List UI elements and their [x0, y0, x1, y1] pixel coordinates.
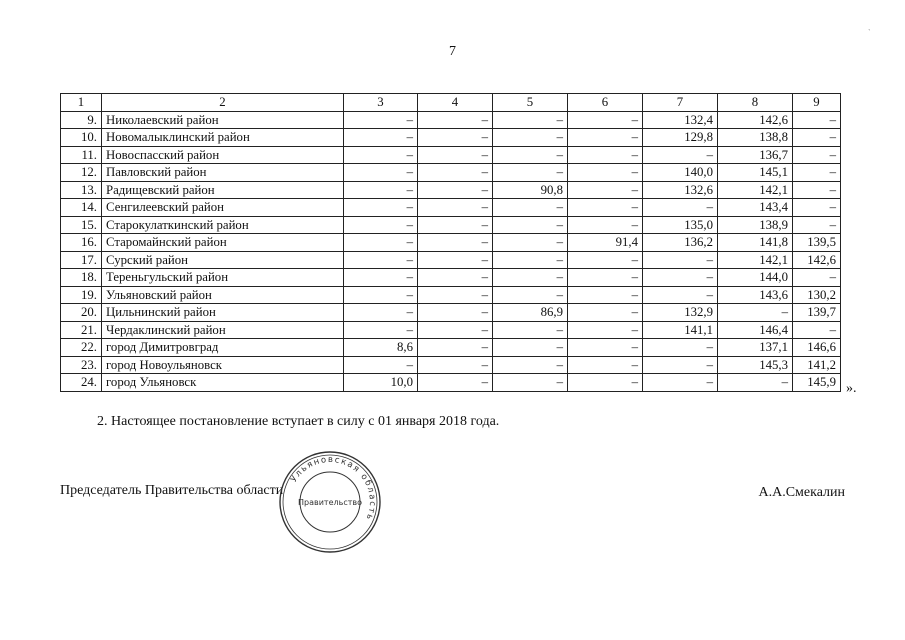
table-row	[61, 164, 841, 182]
table-cell: –	[344, 181, 418, 199]
table-cell: –	[793, 129, 841, 147]
row-number: 24.	[61, 374, 102, 392]
table-cell: –	[793, 269, 841, 287]
row-number: 10.	[61, 129, 102, 147]
table-row	[61, 374, 841, 392]
column-header: 2	[102, 94, 344, 112]
official-seal	[278, 450, 382, 554]
table-cell: 143,6	[718, 286, 793, 304]
table-cell: –	[418, 164, 493, 182]
table-cell: –	[418, 286, 493, 304]
table-cell: 90,8	[493, 181, 568, 199]
table-cell: –	[418, 304, 493, 322]
table-cell: 141,8	[718, 234, 793, 252]
table-cell: –	[568, 146, 643, 164]
table-cell: –	[493, 164, 568, 182]
table-cell: 132,9	[643, 304, 718, 322]
table-cell: 136,2	[643, 234, 718, 252]
table-cell: –	[344, 251, 418, 269]
row-number: 18.	[61, 269, 102, 287]
table-cell: –	[568, 111, 643, 129]
table-row	[61, 129, 841, 147]
district-name: Чердаклинский район	[102, 321, 344, 339]
table-cell: –	[344, 146, 418, 164]
table-cell: 138,9	[718, 216, 793, 234]
row-number: 14.	[61, 199, 102, 217]
signatory-name: А.А.Смекалин	[758, 485, 845, 500]
district-name: Новоспасский район	[102, 146, 344, 164]
table-cell: 145,9	[793, 374, 841, 392]
table-cell: –	[418, 339, 493, 357]
table-cell: –	[568, 339, 643, 357]
district-name: Павловский район	[102, 164, 344, 182]
table-row	[61, 199, 841, 217]
row-number: 21.	[61, 321, 102, 339]
table-cell: –	[568, 269, 643, 287]
table-cell: –	[643, 146, 718, 164]
data-table-container	[60, 93, 840, 392]
table-cell: –	[493, 129, 568, 147]
table-cell: –	[344, 216, 418, 234]
column-header: 3	[344, 94, 418, 112]
table-row	[61, 251, 841, 269]
table-cell: 137,1	[718, 339, 793, 357]
column-header: 8	[718, 94, 793, 112]
closing-quote: ».	[846, 381, 857, 396]
page-number: 7	[449, 44, 456, 59]
corner-mark: ˋ	[868, 28, 871, 37]
table-cell: 129,8	[643, 129, 718, 147]
table-cell: –	[418, 111, 493, 129]
table-cell: –	[568, 164, 643, 182]
table-cell: 132,4	[643, 111, 718, 129]
table-cell: –	[643, 199, 718, 217]
table-cell: –	[418, 321, 493, 339]
table-cell: –	[344, 304, 418, 322]
row-number: 17.	[61, 251, 102, 269]
table-cell: –	[344, 321, 418, 339]
table-cell: 132,6	[643, 181, 718, 199]
row-number: 13.	[61, 181, 102, 199]
row-number: 11.	[61, 146, 102, 164]
table-header-row	[61, 94, 841, 112]
district-name: Старомайнский район	[102, 234, 344, 252]
svg-text:Правительство: Правительство	[298, 498, 362, 507]
table-cell: –	[568, 199, 643, 217]
table-cell: 145,3	[718, 356, 793, 374]
table-cell: –	[793, 199, 841, 217]
table-row	[61, 321, 841, 339]
table-cell: –	[418, 269, 493, 287]
table-cell: 142,6	[793, 251, 841, 269]
table-cell: –	[344, 286, 418, 304]
district-name: Ульяновский район	[102, 286, 344, 304]
row-number: 9.	[61, 111, 102, 129]
row-number: 12.	[61, 164, 102, 182]
table-cell: –	[493, 286, 568, 304]
table-cell: 146,6	[793, 339, 841, 357]
table-cell: 142,6	[718, 111, 793, 129]
table-cell: –	[493, 356, 568, 374]
table-cell: –	[643, 356, 718, 374]
district-name: город Ульяновск	[102, 374, 344, 392]
table-cell: –	[418, 374, 493, 392]
table-cell: 144,0	[718, 269, 793, 287]
district-name: Новомалыклинский район	[102, 129, 344, 147]
table-cell: –	[418, 129, 493, 147]
table-cell: –	[344, 164, 418, 182]
table-cell: 146,4	[718, 321, 793, 339]
table-cell: –	[344, 356, 418, 374]
table-cell: 10,0	[344, 374, 418, 392]
district-name: Николаевский район	[102, 111, 344, 129]
signatory-title: Председатель Правительства области	[60, 483, 284, 498]
table-cell: –	[718, 304, 793, 322]
table-cell: –	[493, 146, 568, 164]
effective-date-paragraph: 2. Настоящее постановление вступает в силу с 01 января 2018 года.	[97, 414, 500, 429]
table-row	[61, 339, 841, 357]
column-header: 1	[61, 94, 102, 112]
table-cell: 140,0	[643, 164, 718, 182]
table-cell: –	[493, 199, 568, 217]
table-row	[61, 304, 841, 322]
table-cell: –	[793, 146, 841, 164]
table-cell: –	[493, 269, 568, 287]
table-cell: –	[493, 251, 568, 269]
district-name: город Димитровград	[102, 339, 344, 357]
table-cell: 141,2	[793, 356, 841, 374]
table-cell: –	[718, 374, 793, 392]
table-row	[61, 234, 841, 252]
table-cell: 138,8	[718, 129, 793, 147]
table-cell: 139,5	[793, 234, 841, 252]
table-cell: 136,7	[718, 146, 793, 164]
row-number: 16.	[61, 234, 102, 252]
table-cell: 142,1	[718, 181, 793, 199]
table-cell: –	[643, 374, 718, 392]
table-cell: –	[568, 286, 643, 304]
table-cell: –	[793, 181, 841, 199]
district-name: Сурский район	[102, 251, 344, 269]
table-cell: 139,7	[793, 304, 841, 322]
table-cell: –	[568, 251, 643, 269]
table-cell: –	[568, 374, 643, 392]
table-cell: 8,6	[344, 339, 418, 357]
table-cell: –	[344, 234, 418, 252]
column-header: 5	[493, 94, 568, 112]
row-number: 22.	[61, 339, 102, 357]
table-cell: –	[643, 251, 718, 269]
table-cell: 130,2	[793, 286, 841, 304]
table-cell: 141,1	[643, 321, 718, 339]
table-cell: –	[568, 356, 643, 374]
district-name: Радищевский район	[102, 181, 344, 199]
district-name: город Новоульяновск	[102, 356, 344, 374]
table-row	[61, 111, 841, 129]
table-row	[61, 146, 841, 164]
table-cell: 91,4	[568, 234, 643, 252]
table-cell: 86,9	[493, 304, 568, 322]
table-row	[61, 356, 841, 374]
row-number: 15.	[61, 216, 102, 234]
table-cell: –	[344, 129, 418, 147]
table-cell: –	[493, 321, 568, 339]
table-cell: –	[643, 286, 718, 304]
row-number: 23.	[61, 356, 102, 374]
table-cell: –	[793, 164, 841, 182]
table-cell: –	[568, 216, 643, 234]
row-number: 20.	[61, 304, 102, 322]
table-cell: –	[493, 339, 568, 357]
table-cell: –	[643, 269, 718, 287]
table-cell: –	[793, 111, 841, 129]
table-cell: –	[344, 111, 418, 129]
table-cell: –	[568, 129, 643, 147]
column-header: 7	[643, 94, 718, 112]
table-cell: –	[493, 216, 568, 234]
table-cell: –	[418, 216, 493, 234]
table-cell: –	[344, 269, 418, 287]
table-row	[61, 269, 841, 287]
svg-text:Ульяновская область: Ульяновская область	[288, 454, 378, 523]
table-row	[61, 286, 841, 304]
table-row	[61, 216, 841, 234]
table-cell: –	[418, 199, 493, 217]
table-cell: –	[418, 234, 493, 252]
table-cell: 143,4	[718, 199, 793, 217]
data-table	[60, 93, 841, 392]
table-cell: –	[793, 216, 841, 234]
table-cell: –	[418, 181, 493, 199]
district-name: Сенгилеевский район	[102, 199, 344, 217]
table-cell: –	[568, 321, 643, 339]
table-cell: 135,0	[643, 216, 718, 234]
table-cell: –	[493, 234, 568, 252]
table-cell: –	[418, 251, 493, 269]
table-cell: –	[793, 321, 841, 339]
table-cell: 142,1	[718, 251, 793, 269]
table-row	[61, 181, 841, 199]
row-number: 19.	[61, 286, 102, 304]
table-cell: –	[418, 356, 493, 374]
table-cell: –	[344, 199, 418, 217]
district-name: Цильнинский район	[102, 304, 344, 322]
table-cell: –	[643, 339, 718, 357]
column-header: 9	[793, 94, 841, 112]
table-cell: 145,1	[718, 164, 793, 182]
district-name: Старокулаткинский район	[102, 216, 344, 234]
district-name: Тереньгульский район	[102, 269, 344, 287]
table-cell: –	[493, 111, 568, 129]
table-cell: –	[418, 146, 493, 164]
column-header: 6	[568, 94, 643, 112]
table-cell: –	[568, 181, 643, 199]
table-cell: –	[493, 374, 568, 392]
table-cell: –	[568, 304, 643, 322]
column-header: 4	[418, 94, 493, 112]
